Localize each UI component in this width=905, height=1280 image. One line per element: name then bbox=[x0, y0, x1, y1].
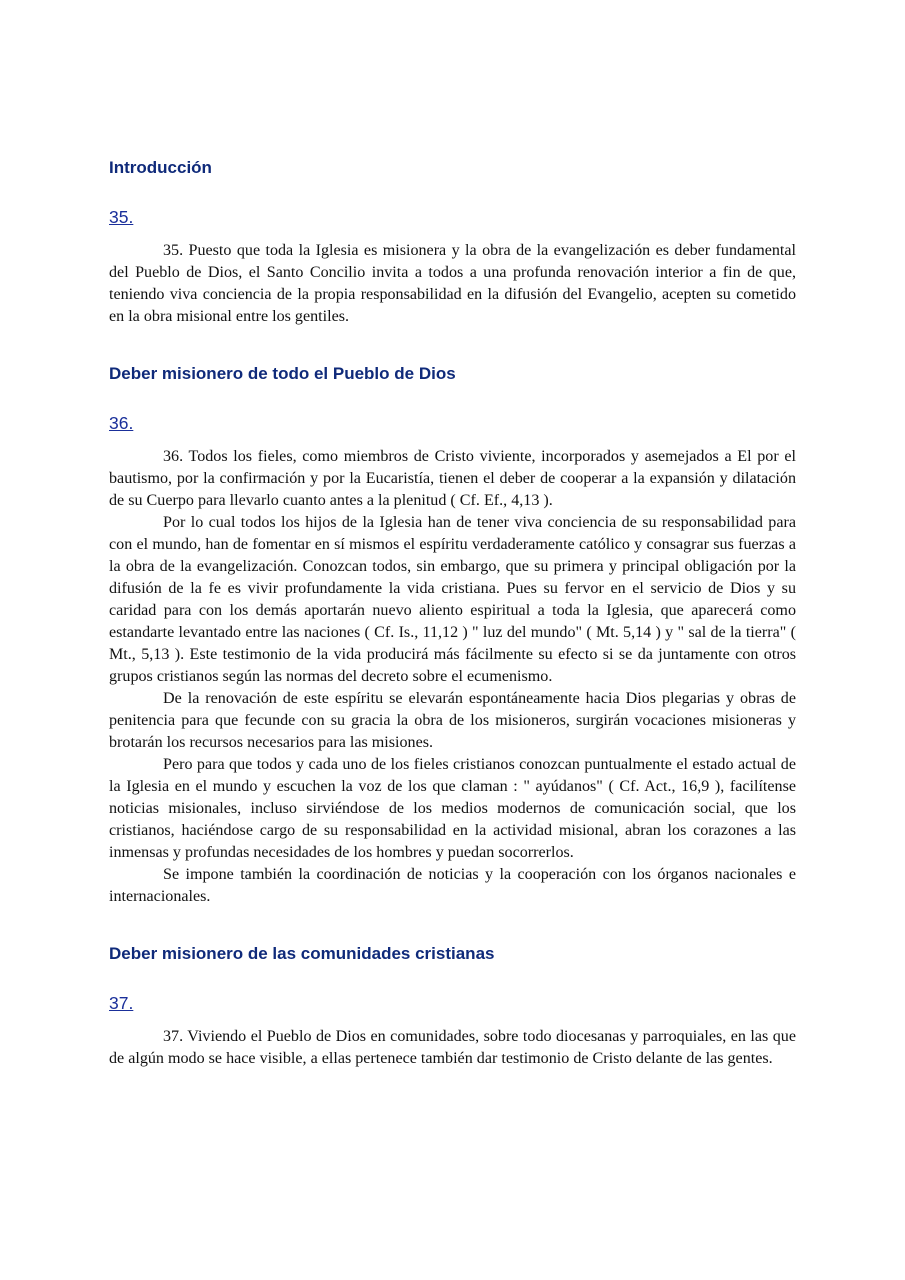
paragraph: Pero para que todos y cada uno de los fieles cristianos conozcan puntualmente el estado actual de la Iglesia en el mundo y escuchen la voz de los que claman : " ayúdanos" ( Cf. Act., 16,9 ), facilítense noticias misionales, incluso sirviéndose de los medios modernos de comunicación social, que los cristianos, haciéndose cargo de su responsabilidad en la actividad misional, abran los corazones a las inmensas y profundas necesidades de los hombres y puedan socorrerlos. bbox=[109, 756, 796, 861]
paragraph: Por lo cual todos los hijos de la Iglesia han de tener viva conciencia de su responsabilidad para con el mundo, han de fomentar en sí mismos el espíritu verdaderamente católico y consagrar sus fuerzas a la obra de la evangelización. Conozcan todos, sin embargo, que su primera y principal obligación por la difusión de la fe es vivir profundamente la vida cristiana. Pues su fervor en el servicio de Dios y su caridad para con los demás aportarán nuevo aliento espiritual a toda la Iglesia, que aparecerá como estandarte levantado entre las naciones ( Cf. Is., 11,12 ) " luz del mundo" ( Mt. 5,14 ) y " sal de la tierra" ( Mt., 5,13 ). Este testimonio de la vida producirá más fácilmente su efecto si se da juntamente con otros grupos cristianos según las normas del decreto sobre el ecumenismo. bbox=[109, 514, 796, 685]
paragraph: 36. Todos los fieles, como miembros de Cristo viviente, incorporados y asemejados a El por el bautismo, por la confirmación y por la Eucaristía, tienen el deber de cooperar a la expansión y dilatación de su Cuerpo para llevarlo cuanto antes a la plenitud ( Cf. Ef., 4,13 ). bbox=[109, 448, 796, 509]
document-page bbox=[109, 157, 796, 1070]
section-body bbox=[109, 446, 796, 908]
section-heading: Introducción bbox=[109, 158, 212, 177]
section-body bbox=[109, 1026, 796, 1070]
section-number-link[interactable]: 35. bbox=[109, 207, 134, 227]
section-body bbox=[109, 240, 796, 328]
section-number-link[interactable]: 36. bbox=[109, 413, 134, 433]
section-heading: Deber misionero de todo el Pueblo de Dios bbox=[109, 364, 456, 383]
section-number-link[interactable]: 37. bbox=[109, 993, 134, 1013]
paragraph: 37. Viviendo el Pueblo de Dios en comunidades, sobre todo diocesanas y parroquiales, en las que de algún modo se hace visible, a ellas pertenece también dar testimonio de Cristo delante de las gentes. bbox=[109, 1028, 796, 1067]
paragraph: De la renovación de este espíritu se elevarán espontáneamente hacia Dios plegarias y obras de penitencia para que fecunde con su gracia la obra de los misioneros, surgirán vocaciones misioneras y brotarán los recursos necesarios para las misiones. bbox=[109, 690, 796, 751]
paragraph: Se impone también la coordinación de noticias y la cooperación con los órganos nacionales e internacionales. bbox=[109, 866, 796, 905]
paragraph: 35. Puesto que toda la Iglesia es misionera y la obra de la evangelización es deber fundamental del Pueblo de Dios, el Santo Concilio invita a todos a una profunda renovación interior a fin de que, teniendo viva conciencia de la propia responsabilidad en la difusión del Evangelio, acepten su cometido en la obra misional entre los gentiles. bbox=[109, 242, 796, 325]
section-heading: Deber misionero de las comunidades cristianas bbox=[109, 944, 495, 963]
